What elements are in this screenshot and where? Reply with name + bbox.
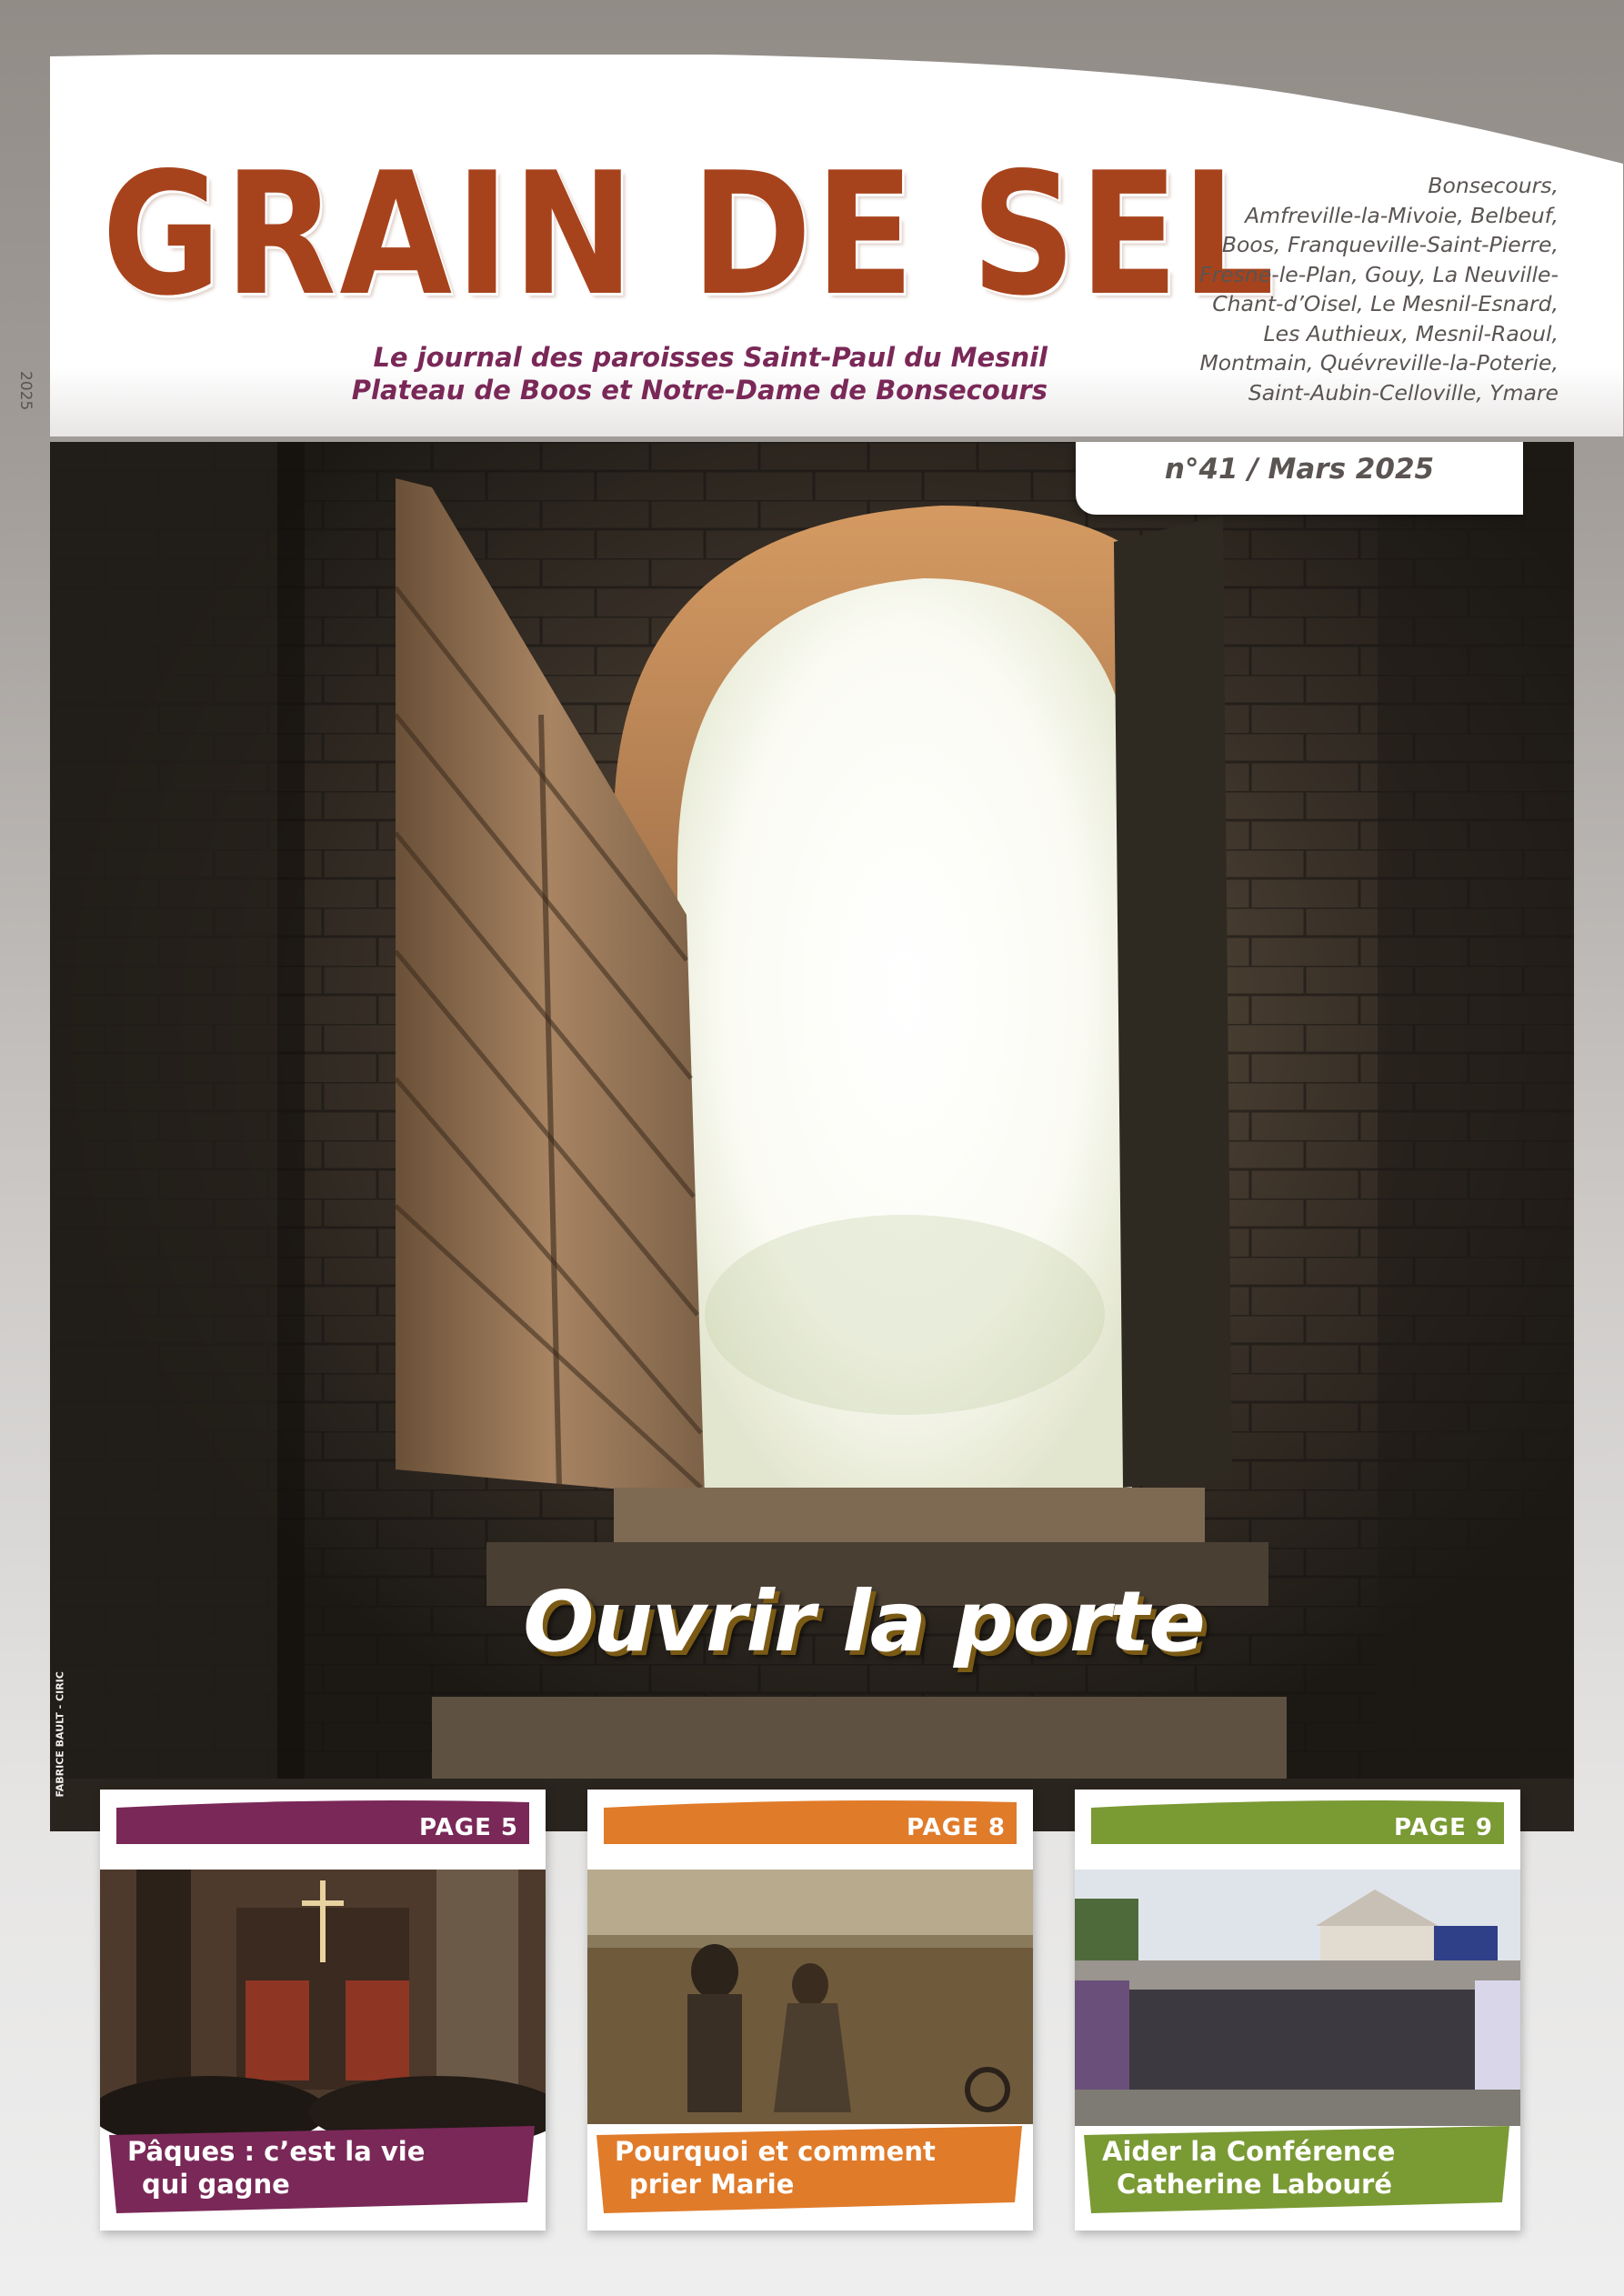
subtitle-line-2: Plateau de Boos et Notre-Dame de Bonsecours xyxy=(351,375,1048,406)
parish-line: Bonsecours, xyxy=(1428,173,1559,198)
parish-line: Les Authieux, Mesnil-Raoul, xyxy=(1263,320,1559,346)
parish-line: Amfreville-la-Mivoie, Belbeuf, xyxy=(1245,202,1559,228)
teaser-page-label: PAGE 8 xyxy=(906,1814,1006,1841)
parish-list xyxy=(1049,171,1559,407)
teaser-title: Pâques : c’est la vie qui gagne xyxy=(127,2136,426,2200)
cover-headline: Ouvrir la porte xyxy=(523,1573,1205,1670)
subtitle-line-1: Le journal des paroisses Saint-Paul du Mesnil xyxy=(373,342,1048,373)
teaser-card-page-5[interactable] xyxy=(100,1790,546,2231)
teaser-title: Aider la Conférence Catherine Labouré xyxy=(1102,2136,1396,2200)
parish-line: Boos, Franqueville-Saint-Pierre, xyxy=(1221,232,1559,257)
parish-line: Fresne-le-Plan, Gouy, La Neuville- xyxy=(1199,261,1559,287)
teaser-page-label: PAGE 5 xyxy=(418,1814,518,1841)
teaser-title: Pourquoi et comment prier Marie xyxy=(615,2136,936,2200)
spine-year: 2025 xyxy=(16,371,35,411)
teaser-page-label: PAGE 9 xyxy=(1393,1814,1493,1841)
teaser-card-page-8[interactable] xyxy=(587,1790,1033,2231)
photo-credit: FABRICE BAULT - CIRIC xyxy=(54,1671,66,1798)
parish-line: Montmain, Quévreville-la-Poterie, xyxy=(1199,350,1559,376)
journal-title: GRAIN DE SEL xyxy=(102,135,1278,333)
teaser-card-page-9[interactable] xyxy=(1075,1790,1520,2231)
parish-line: Saint-Aubin-Celloville, Ymare xyxy=(1248,379,1559,406)
parish-line: Chant-d’Oisel, Le Mesnil-Esnard, xyxy=(1212,291,1559,316)
issue-number: n°41 / Mars 2025 xyxy=(1164,453,1435,486)
